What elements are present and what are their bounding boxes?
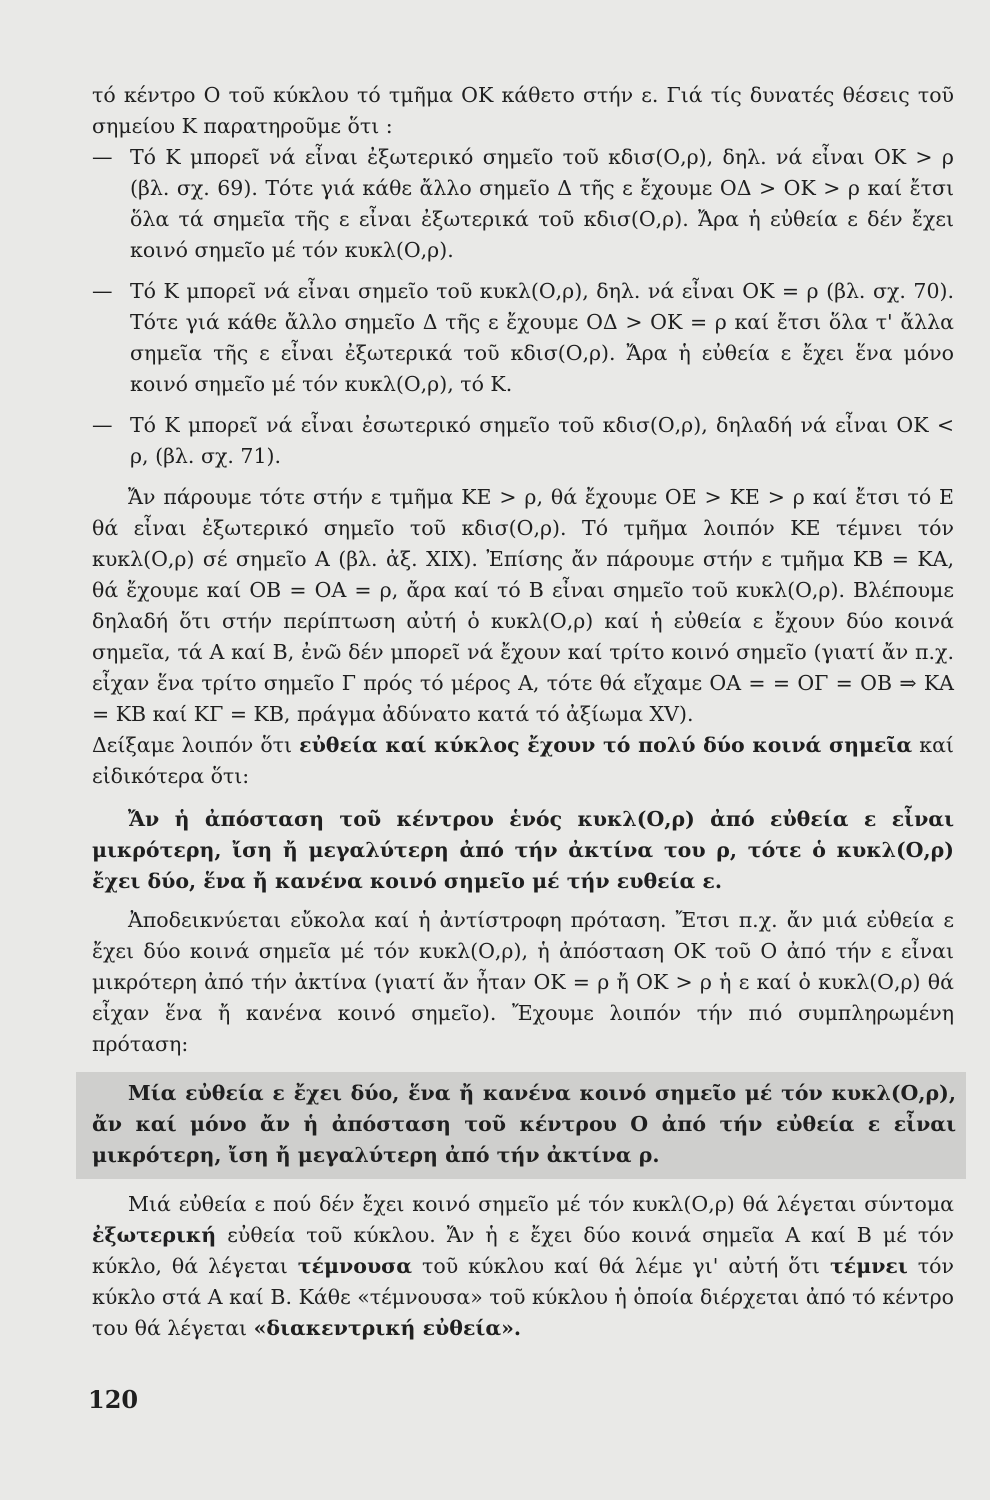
case-on-circle [92, 276, 954, 400]
term-exterior-line: ἐξωτερική [92, 1223, 217, 1247]
case-exterior [92, 142, 954, 266]
case-interior-text: Τό Κ μπορεῖ νά εἶναι ἐσωτερικό σημεῖο τοῦ κδισ(Ο,ρ), δηλαδή νά εἶναι ΟΚ < ρ, (βλ. σχ. 71). [130, 413, 954, 468]
term-diameter-line: «διακεντρική εὐθεία». [253, 1316, 522, 1340]
conclusion-emphasis: εὐθεία καί κύκλος ἔχουν τό πολύ δύο κοινά σημεῖα [299, 733, 913, 757]
page-body [92, 80, 954, 1344]
page-number: 120 [88, 1385, 139, 1414]
paragraph-converse: Ἀποδεικνύεται εὔκολα καί ἡ ἀντίστροφη πρόταση. Ἔτσι π.χ. ἄν μιά εὐθεία ε ἔχει δύο κοινά σημεῖα μέ τόν κυκλ(Ο,ρ), ἡ ἀπόσταση ΟΚ τοῦ Ο ἀπό τήν ε εἶναι μικρότερη ἀπό τήν ἀκτίνα (γιατί ἄν ἦταν ΟΚ = ρ ἤ ΟΚ > ρ ἡ ε καί ὁ κυκλ(Ο,ρ) θά εἶχαν ἕνα ἤ κανένα κοινό σημεῖο). Ἔχουμε λοιπόν τήν πιό συμπληρωμένη πρόταση: [92, 908, 954, 1056]
theorem-statement [92, 804, 954, 897]
shaded-theorem-box [76, 1072, 966, 1179]
conclusion-lead: Δείξαμε λοιπόν ὅτι [92, 733, 293, 757]
definition-text-3: τοῦ κύκλου καί θά λέμε γι' αὐτή ὅτι [422, 1254, 820, 1278]
paragraph-proof: Ἄν πάρουμε τότε στήν ε τμῆμα ΚΕ > ρ, θά ἔχουμε ΟΕ > ΚΕ > ρ καί ἔτσι τό Ε θά εἶναι ἐξωτερικό σημεῖο τοῦ κδισ(Ο,ρ). Τό τμῆμα λοιπόν ΚΕ τέμνει τόν κυκλ(Ο,ρ) σέ σημεῖο Α (βλ. ἀξ. ΧΙΧ). Ἐπίσης ἄν πάρουμε στήν ε τμῆμα ΚΒ = ΚΑ, θά ἔχουμε καί ΟΒ = ΟΑ = ρ, ἄρα καί τό Β εἶναι σημεῖο τοῦ κυκλ(Ο,ρ). Βλέπουμε δηλαδή ὅτι στήν περίπτωση αὐτή ὁ κυκλ(Ο,ρ) καί ἡ εὐθεία ε ἔχουν δύο κοινά σημεῖα, τά Α καί Β, ἐνῶ δέν μπορεῖ νά ἔχουν καί τρίτο κοινό σημεῖο (γιατί ἄν π.χ. εἶχαν ἕνα τρίτο σημεῖο Γ πρός τό μέρος Α, τότε θά εἴχαμε ΟΑ = = ΟΓ = ΟΒ ⇒ ΚΑ = ΚΒ καί ΚΓ = ΚΒ, πράγμα ἀδύνατο κατά τό ἀξίωμα XV). [92, 485, 954, 726]
paragraph-conclusion [92, 730, 954, 792]
conclusion-tail: καί εἰδικότερα ὅτι: [92, 733, 954, 788]
term-intersects: τέμνει [829, 1254, 908, 1278]
dash-mark: — [92, 145, 113, 169]
case-interior [92, 410, 954, 472]
theorem-text: Ἄν ἡ ἀπόσταση τοῦ κέντρου ἑνός κυκλ(Ο,ρ) ἀπό εὐθεία ε εἶναι μικρότερη, ἴση ἤ μεγαλύτερη ἀπό τήν ἀκτίνα του ρ, τότε ὁ κυκλ(Ο,ρ) ἔχει δύο, ἕνα ἤ κανένα κοινό σημεῖο μέ τήν ευθεία ε. [92, 807, 954, 893]
paragraph-definitions [92, 1189, 954, 1344]
definition-text-4: τόν κύκλο στά Α καί Β. Κάθε «τέμνουσα» τοῦ κύκλου ἡ ὁποία διέρχεται ἀπό τό κέντρο του θά λέγεται [92, 1254, 954, 1340]
definition-text-2: εὐθεία τοῦ κύκλου. Ἄν ἡ ε ἔχει δύο κοινά σημεῖα Α καί Β μέ τόν κύκλο, θά λέγεται [92, 1223, 954, 1278]
term-secant: τέμνουσα [297, 1254, 413, 1278]
paragraph-intro: τό κέντρο Ο τοῦ κύκλου τό τμῆμα ΟΚ κάθετο στήν ε. Γιά τίς δυνατές θέσεις τοῦ σημείου Κ παρατηροῦμε ὅτι : [92, 83, 954, 138]
dash-mark: — [92, 279, 113, 303]
case-on-circle-text: Τό Κ μπορεῖ νά εἶναι σημεῖο τοῦ κυκλ(Ο,ρ), δηλ. νά εἶναι ΟΚ = ρ (βλ. σχ. 70). Τότε γιά κάθε ἄλλο σημεῖο Δ τῆς ε ἔχουμε ΟΔ > ΟΚ = ρ καί ἔτσι ὅλα τ' ἄλλα σημεῖα τῆς ε εἶναι ἐξωτερικά τοῦ κδισ(Ο,ρ). Ἄρα ἡ εὐθεία ε ἔχει ἕνα μόνο κοινό σημεῖο μέ τόν κυκλ(Ο,ρ), τό Κ. [130, 279, 954, 396]
dash-mark: — [92, 413, 113, 437]
shaded-theorem-text: Μία εὐθεία ε ἔχει δύο, ἕνα ἤ κανένα κοινό σημεῖο μέ τόν κυκλ(Ο,ρ), ἄν καί μόνο ἄν ἡ ἀπόσταση τοῦ κέντρου Ο ἀπό τήν εὐθεία ε εἶναι μικρότερη, ἴση ἤ μεγαλύτερη ἀπό τήν ἀκτίνα ρ. [92, 1081, 956, 1167]
definition-text-1: Μιά εὐθεία ε πού δέν ἔχει κοινό σημεῖο μέ τόν κυκλ(Ο,ρ) θά λέγεται σύντομα [128, 1192, 954, 1216]
case-exterior-text: Τό Κ μπορεῖ νά εἶναι ἐξωτερικό σημεῖο τοῦ κδισ(Ο,ρ), δηλ. νά εἶναι ΟΚ > ρ (βλ. σχ. 69). Τότε γιά κάθε ἄλλο σημεῖο Δ τῆς ε ἔχουμε ΟΔ > ΟΚ > ρ καί ἔτσι ὅλα τά σημεῖα τῆς ε εἶναι ἐξωτερικά τοῦ κδισ(Ο,ρ). Ἄρα ἡ εὐθεία ε δέν ἔχει κοινό σημεῖο μέ τόν κυκλ(Ο,ρ). [130, 145, 954, 262]
